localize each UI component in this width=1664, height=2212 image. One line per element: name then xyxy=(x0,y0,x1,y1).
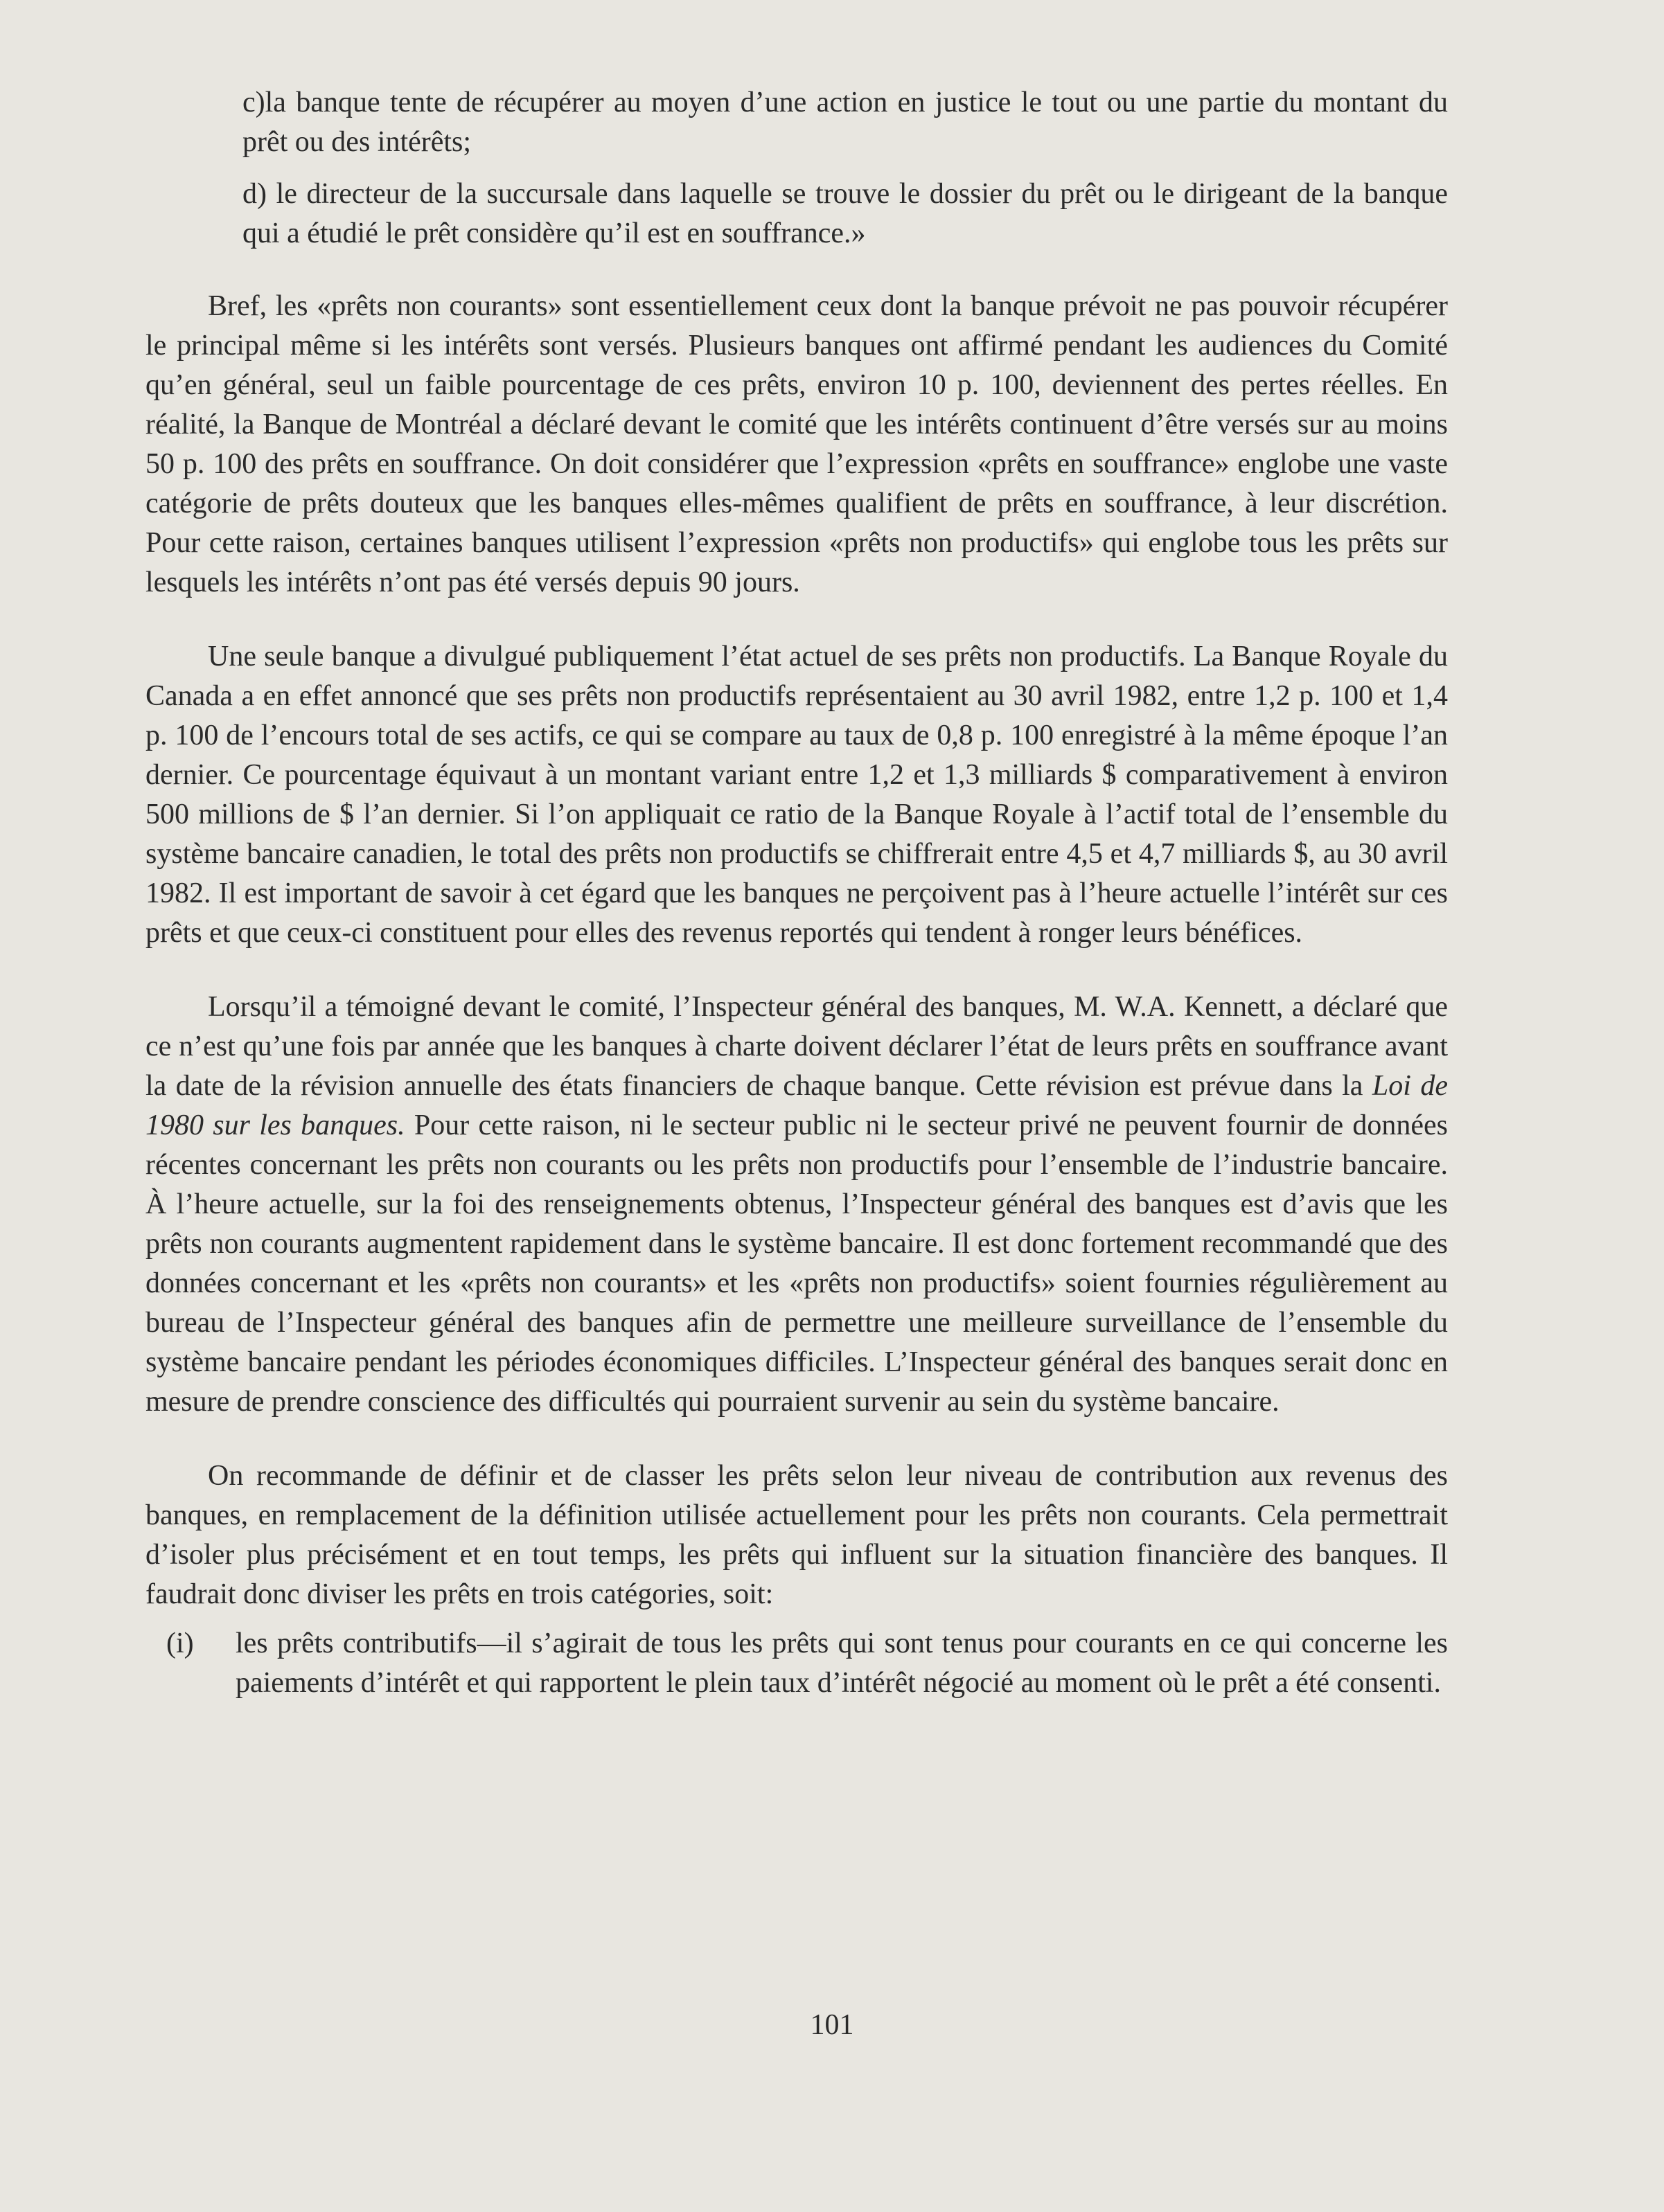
law-title-italic: Loi de 1980 sur les banques. xyxy=(145,1070,1448,1141)
roman-numeral: (i) xyxy=(166,1627,194,1659)
paragraph-banque-royale: Une seule banque a divulgué publiquement l’état actuel de ses prêts non productifs. La Banque Royale du Canada a en effet annoncé que ses prêts non productifs représentaient au 30 avril 1982, entre 1,2 p. 100 et 1,4 p. 100 de l’encours total de ses actifs, ce qui se compare au taux de 0,8 p. 100 enregistré à la même époque l’an dernier. Ce pourcentage équivaut à un montant variant entre 1,2 et 1,3 milliards $ comparativement à environ 500 millions de $ l’an dernier. Si l’on appliquait ce ratio de la Banque Royale à l’actif total de l’ensemble du système bancaire canadien, le total des prêts non productifs se chiffrerait entre 4,5 et 4,7 milliards $, au 30 avril 1982. Il est important de savoir à cet égard que les banques ne perçoivent pas à l’heure actuelle l’intérêt sur ces prêts et que ceux-ci constituent pour elles des revenus reportés qui tendent à ronger leurs bénéfices. xyxy=(145,641,1448,949)
paragraph-text-part: Lorsqu’il a témoigné devant le comité, l’Inspecteur général des banques, M. W.A. Kennett, a déclaré que ce n’est qu’une fois par année que les banques à charte doivent déclarer l’état de leurs prêts en souffrance avant la date de la révision annuelle des états financiers de chaque banque. Cette révision est prévue dans la xyxy=(145,991,1448,1102)
paragraph-prets-non-courants: Bref, les «prêts non courants» sont essentiellement ceux dont la banque prévoit ne pas pouvoir récupérer le principal même si les intérêts sont versés. Plusieurs banques ont affirmé pendant les audiences du Comité qu’en général, seul un faible pourcentage de ces prêts, environ 10 p. 100, deviennent des pertes réelles. En réalité, la Banque de Montréal a déclaré devant le comité que les intérêts continuent d’être versés sur au moins 50 p. 100 des prêts en souffrance. On doit considérer que l’expression «prêts en souffrance» englobe une vaste catégorie de prêts douteux que les banques elles-mêmes qualifient de prêts en souffrance, à leur discrétion. Pour cette raison, certaines banques utilisent l’expression «prêts non productifs» qui englobe tous les prêts sur lesquels les intérêts n’ont pas été versés depuis 90 jours. xyxy=(145,290,1448,598)
paragraph-recommandation: On recommande de définir et de classer les prêts selon leur niveau de contribution aux revenus des banques, en remplacement de la définition utilisée actuellement pour les prêts non courants. Cela permettrait d’isoler plus précisément et en tout temps, les prêts qui influent sur la situation financière des banques. Il faudrait donc diviser les prêts en trois catégories, soit: xyxy=(145,1460,1448,1610)
paragraph-text-part: Pour cette raison, ni le secteur public ni le secteur privé ne peuvent fournir de données récentes concernant les prêts non courants ou les prêts non productifs pour l’ensemble de l’industrie bancaire. À l’heure actuelle, sur la foi des renseignements obtenus, l’Inspecteur général des banques est d’avis que les prêts non courants augmentent rapidement dans le système bancaire. Il est donc fortement recommandé que des données concernant et les «prêts non courants» et les «prêts non productifs» soient fournies régulièrement au bureau de l’Inspecteur général des banques afin de permettre une meilleure surveillance de l’ensemble du système bancaire pendant les périodes économiques difficiles. L’Inspecteur général des banques serait donc en mesure de prendre conscience des difficultés qui pourraient survenir au sein du système bancaire. xyxy=(145,1109,1448,1418)
paragraph-inspecteur-general xyxy=(145,988,1448,1422)
page-number: 101 xyxy=(810,2009,854,2041)
roman-item-text: les prêts contributifs—il s’agirait de tous les prêts qui sont tenus pour courants en ce qui concerne les paiements d’intérêt et qui rapportent le plein taux d’intérêt négocié au moment où le prêt a été consenti. xyxy=(236,1627,1448,1699)
page-body xyxy=(145,83,1448,1703)
lettered-list xyxy=(145,83,1448,253)
list-item-c: c)la banque tente de récupérer au moyen d’une action en justice le tout ou une partie du montant du prêt ou des intérêts; xyxy=(242,87,1448,158)
list-item-d: d) le directeur de la succursale dans laquelle se trouve le dossier du prêt ou le dirigeant de la banque qui a étudié le prêt considère qu’il est en souffrance.» xyxy=(242,178,1448,249)
roman-list-item xyxy=(145,1624,1448,1703)
